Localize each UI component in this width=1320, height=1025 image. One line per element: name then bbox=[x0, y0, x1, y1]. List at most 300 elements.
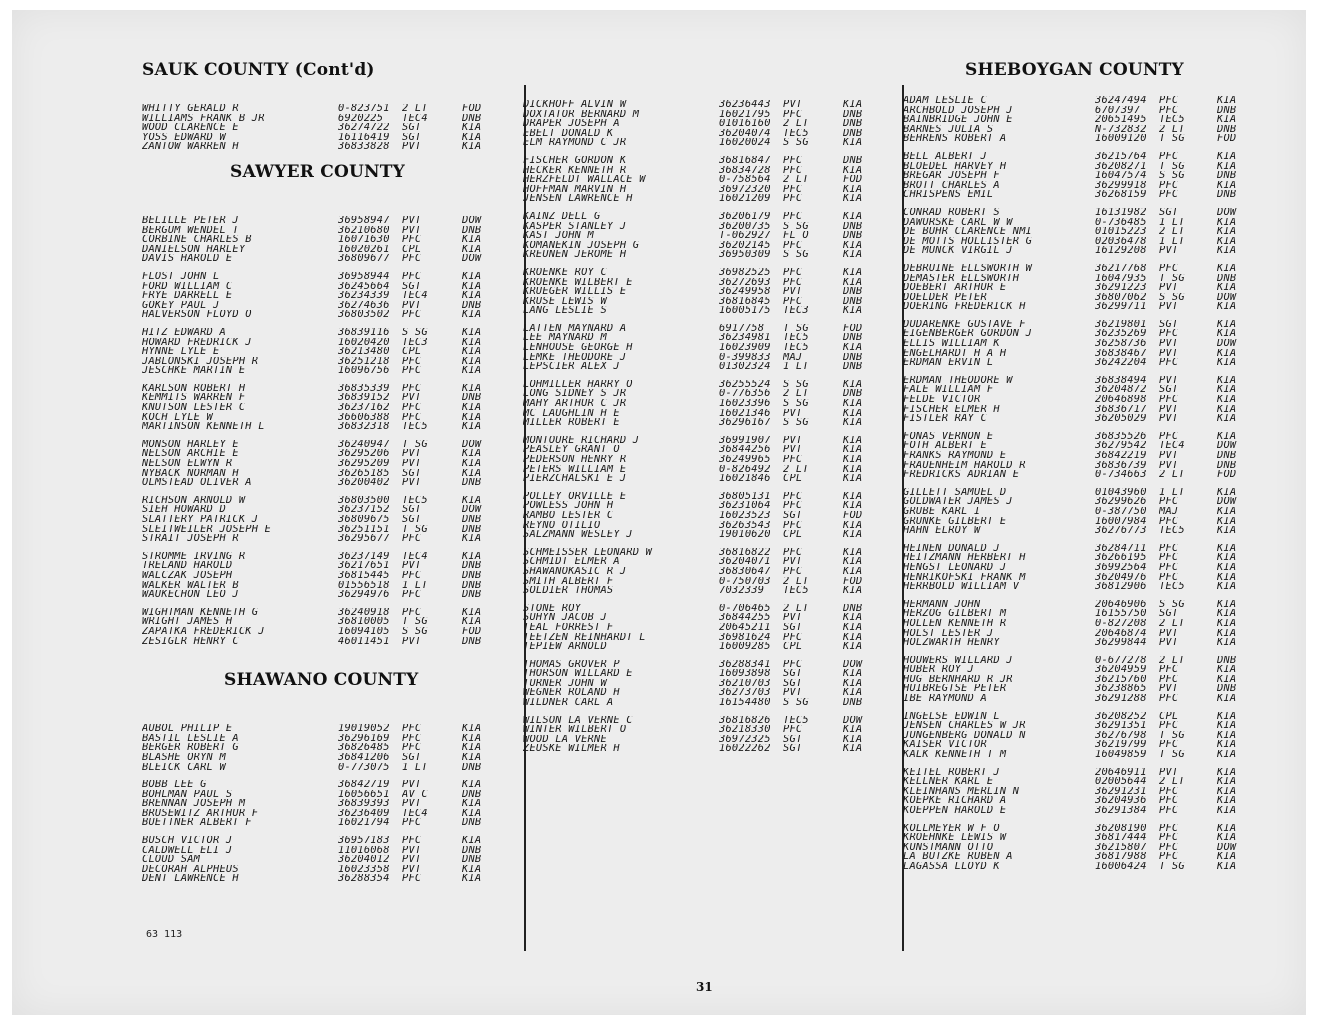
status: KIA bbox=[1217, 711, 1237, 722]
casualty-name: LEPSCIER ALEX J bbox=[523, 362, 620, 372]
service-number: 02005644 bbox=[1095, 777, 1147, 787]
county-section bbox=[142, 162, 497, 646]
casualty-row bbox=[903, 638, 1253, 648]
service-number: 16009285 bbox=[719, 642, 771, 652]
casualty-name: KELLNER KARL E bbox=[903, 777, 994, 787]
casualty-row bbox=[903, 544, 1253, 554]
casualty-row bbox=[903, 432, 1253, 442]
casualty-row bbox=[903, 497, 1253, 507]
service-number: 36839116 bbox=[338, 327, 390, 338]
service-number: 01015223 bbox=[1095, 227, 1147, 237]
casualty-group bbox=[142, 608, 497, 646]
casualty-row bbox=[523, 492, 878, 502]
service-number: 16005175 bbox=[719, 306, 771, 316]
service-number: 36972320 bbox=[719, 184, 771, 195]
casualty-name: MONTOURE RICHARD J bbox=[523, 435, 640, 446]
casualty-name: FORD WILLIAM C bbox=[142, 281, 233, 292]
casualty-row bbox=[523, 306, 878, 316]
rank: PVT bbox=[1159, 638, 1179, 648]
rank: 1 LT bbox=[1159, 236, 1185, 247]
casualty-name: FISCHER GORDON K bbox=[523, 155, 627, 166]
casualty-row bbox=[142, 291, 497, 301]
rank: PVT bbox=[402, 845, 422, 856]
rank: PVT bbox=[1159, 460, 1179, 471]
rank: T SG bbox=[1159, 161, 1185, 172]
casualty-name: GOLDWATER JAMES J bbox=[903, 497, 1013, 507]
casualty-name: HERRBOLD WILLIAM V bbox=[903, 582, 1020, 592]
service-number: 36830647 bbox=[719, 566, 771, 577]
rank: PFC bbox=[402, 570, 422, 581]
service-number: 36295206 bbox=[338, 449, 390, 460]
service-number: 36295209 bbox=[338, 459, 390, 469]
casualty-row bbox=[903, 488, 1253, 498]
rank: PFC bbox=[783, 109, 803, 120]
status: KIA bbox=[1217, 694, 1237, 704]
service-number: 36213480 bbox=[338, 347, 390, 357]
casualty-row bbox=[523, 129, 878, 139]
rank: PVT bbox=[783, 408, 803, 419]
rank: SGT bbox=[402, 468, 422, 479]
service-number: 0-827208 bbox=[1095, 618, 1147, 629]
status: KIA bbox=[462, 347, 482, 357]
service-number: 36208271 bbox=[1095, 161, 1147, 172]
status: KIA bbox=[1217, 302, 1237, 312]
casualty-row bbox=[142, 496, 497, 506]
rank: PFC bbox=[402, 383, 422, 394]
casualty-group bbox=[523, 604, 878, 652]
casualty-row bbox=[523, 501, 878, 511]
service-number: 36202145 bbox=[719, 240, 771, 251]
service-number: 0-706465 bbox=[719, 603, 771, 614]
casualty-name: ENGELHARDT H A H bbox=[903, 348, 1007, 359]
casualty-name: DUDARENKE GUSTAVE F bbox=[903, 319, 1026, 330]
casualty-row bbox=[142, 846, 497, 856]
casualty-name: AUBOL PHILIP E bbox=[142, 724, 233, 734]
casualty-group bbox=[903, 96, 1253, 144]
casualty-name: HENRIKOFSKI FRANK M bbox=[903, 572, 1026, 583]
rank: 2 LT bbox=[783, 175, 809, 185]
status: KIA bbox=[1217, 786, 1237, 797]
service-number: 36958944 bbox=[338, 271, 390, 282]
casualty-group bbox=[142, 104, 497, 152]
casualty-row bbox=[903, 246, 1253, 256]
casualty-name: CHRISPENS EMIL bbox=[903, 190, 994, 200]
status: FOD bbox=[843, 510, 863, 521]
status: KIA bbox=[843, 379, 863, 390]
status: KIA bbox=[1217, 665, 1237, 675]
service-number: 36288341 bbox=[719, 659, 771, 670]
service-number: 36805131 bbox=[719, 491, 771, 502]
casualty-row bbox=[142, 384, 497, 394]
casualty-row bbox=[142, 413, 497, 423]
service-number: 36234981 bbox=[719, 333, 771, 344]
casualty-name: ELLIS WILLIAM K bbox=[903, 339, 1000, 349]
casualty-name: NELSON ELWYN R bbox=[142, 459, 233, 469]
service-number: 16021346 bbox=[719, 408, 771, 419]
casualty-name: MILLER ROBERT E bbox=[523, 418, 620, 428]
casualty-row bbox=[142, 525, 497, 535]
rank: SGT bbox=[1159, 207, 1179, 218]
service-number: 36296169 bbox=[338, 733, 390, 744]
rank: PFC bbox=[402, 743, 422, 753]
service-number: 36294976 bbox=[338, 590, 390, 600]
status: KIA bbox=[462, 551, 482, 562]
status: KIA bbox=[843, 306, 863, 316]
service-number: 36236409 bbox=[338, 808, 390, 819]
casualty-name: SLEITWEILER JOSEPH E bbox=[142, 524, 272, 535]
rank: PFC bbox=[1159, 431, 1179, 442]
casualty-name: RAMBO LESTER C bbox=[523, 510, 614, 521]
status: DNB bbox=[843, 296, 863, 307]
service-number: T-062927 bbox=[719, 231, 771, 241]
rank: T SG bbox=[402, 617, 428, 627]
rank: T SG bbox=[1159, 730, 1185, 741]
casualty-row bbox=[142, 753, 497, 763]
casualty-name: WILDNER CARL A bbox=[523, 698, 614, 708]
status: KIA bbox=[1217, 721, 1237, 731]
status: KIA bbox=[462, 271, 482, 282]
status: DOW bbox=[1217, 207, 1237, 218]
rank: PFC bbox=[783, 632, 803, 643]
casualty-row bbox=[523, 362, 878, 372]
service-number: 16023358 bbox=[338, 864, 390, 875]
rank: TEC4 bbox=[402, 551, 428, 562]
casualty-name: KAINZ DELL G bbox=[523, 211, 601, 222]
casualty-name: THOMAS GROVER P bbox=[523, 659, 620, 670]
casualty-row bbox=[523, 725, 878, 735]
status: KIA bbox=[1217, 543, 1237, 554]
casualty-row bbox=[903, 806, 1253, 816]
status: KIA bbox=[1217, 348, 1237, 359]
rank: TEC5 bbox=[783, 343, 809, 353]
casualty-name: KOMANEKIN JOSEPH G bbox=[523, 240, 640, 251]
rank: PFC bbox=[783, 277, 803, 288]
service-number: 16056651 bbox=[338, 789, 390, 800]
service-number: 0-823751 bbox=[338, 104, 390, 114]
casualty-name: DICKHOFF ALVIN W bbox=[523, 100, 627, 110]
casualty-name: HOLST LESTER J bbox=[903, 628, 994, 639]
status: KIA bbox=[462, 836, 482, 846]
casualty-name: FOTH ALBERT E bbox=[903, 441, 987, 451]
service-number: 36816847 bbox=[719, 155, 771, 166]
rank: PVT bbox=[402, 225, 422, 236]
rank: T SG bbox=[1159, 134, 1185, 144]
casualty-row bbox=[142, 449, 497, 459]
casualty-name: SHAWANOKASIC R J bbox=[523, 566, 627, 577]
casualty-row bbox=[903, 237, 1253, 247]
casualty-name: JENSEN CHARLES W JR bbox=[903, 721, 1026, 731]
casualty-name: LENHOUSE GEORGE H bbox=[523, 343, 633, 353]
casualty-row bbox=[523, 100, 878, 110]
service-number: 36835339 bbox=[338, 383, 390, 394]
casualty-group bbox=[903, 376, 1253, 424]
service-number: 0-776356 bbox=[719, 389, 771, 400]
rank: PFC bbox=[783, 165, 803, 176]
casualty-row bbox=[142, 478, 497, 488]
status: KIA bbox=[462, 337, 482, 348]
rank: T SG bbox=[783, 323, 809, 334]
casualty-name: FELDE VICTOR bbox=[903, 395, 981, 405]
status: KIA bbox=[843, 613, 863, 623]
casualty-row bbox=[903, 461, 1253, 471]
casualty-row bbox=[903, 125, 1253, 135]
rank: PFC bbox=[402, 412, 422, 423]
casualty-name: SOLDIER THOMAS bbox=[523, 586, 614, 596]
rank: SGT bbox=[402, 505, 422, 515]
rank: PFC bbox=[402, 310, 422, 320]
casualty-name: FRANKS RAYMOND E bbox=[903, 451, 1007, 461]
service-number: 16021794 bbox=[338, 818, 390, 829]
rank: S SG bbox=[783, 418, 809, 428]
rank: PFC bbox=[783, 296, 803, 307]
rank: PVT bbox=[402, 864, 422, 875]
casualty-row bbox=[523, 735, 878, 745]
casualty-row bbox=[903, 852, 1253, 862]
rank: PVT bbox=[783, 613, 803, 623]
service-number: 36803500 bbox=[338, 495, 390, 506]
status: DOW bbox=[843, 715, 863, 726]
status: KIA bbox=[843, 435, 863, 446]
casualty-group bbox=[142, 384, 497, 432]
casualty-row bbox=[142, 780, 497, 790]
casualty-row bbox=[903, 629, 1253, 639]
casualty-name: FISTLER RAY C bbox=[903, 414, 987, 424]
casualty-name: DECORAH ALPHEUS bbox=[142, 864, 239, 875]
casualty-group bbox=[142, 836, 497, 884]
rank: PFC bbox=[1159, 721, 1179, 731]
casualty-name: GOKEY PAUL J bbox=[142, 300, 220, 311]
service-number: 16049859 bbox=[1095, 750, 1147, 760]
status: KIA bbox=[1217, 236, 1237, 247]
rank: SGT bbox=[402, 132, 422, 143]
casualty-name: FALE WILLIAM F bbox=[903, 385, 994, 396]
rank: CPL bbox=[783, 530, 803, 540]
service-number: 36210703 bbox=[719, 678, 771, 689]
service-number: 20646898 bbox=[1095, 395, 1147, 405]
rank: PFC bbox=[402, 733, 422, 744]
status: KIA bbox=[1217, 404, 1237, 415]
service-number: 36842219 bbox=[1095, 451, 1147, 461]
casualty-name: RICHSON ARNOLD W bbox=[142, 495, 246, 506]
service-number: 36236443 bbox=[719, 100, 771, 110]
service-number: 36274722 bbox=[338, 123, 390, 133]
status: KIA bbox=[843, 557, 863, 567]
service-number: 16047574 bbox=[1095, 171, 1147, 181]
casualty-row bbox=[523, 445, 878, 455]
service-number: 36204936 bbox=[1095, 796, 1147, 806]
casualty-name: KLEINHANS MERLIN N bbox=[903, 786, 1020, 797]
casualty-name: MONSON HARLEY E bbox=[142, 439, 239, 450]
status: FOD bbox=[843, 175, 863, 185]
status: DNB bbox=[1217, 273, 1237, 284]
casualty-group bbox=[523, 660, 878, 708]
casualty-row bbox=[523, 409, 878, 419]
status: KIA bbox=[1217, 487, 1237, 498]
service-number: 36237162 bbox=[338, 403, 390, 413]
casualty-name: TURNER JOHN W bbox=[523, 678, 607, 689]
rank: PVT bbox=[402, 142, 422, 152]
rank: PFC bbox=[1159, 823, 1179, 834]
casualty-name: BRENNAN JOSEPH M bbox=[142, 799, 246, 809]
status: DNB bbox=[843, 352, 863, 363]
casualty-row bbox=[903, 106, 1253, 116]
casualty-row bbox=[903, 218, 1253, 228]
rank: TEC5 bbox=[783, 715, 809, 726]
rank: T SG bbox=[1159, 273, 1185, 284]
casualty-row bbox=[903, 694, 1253, 704]
service-number: 16023909 bbox=[719, 343, 771, 353]
status: KIA bbox=[462, 617, 482, 627]
casualty-name: ARCHBOLD JOSEPH J bbox=[903, 105, 1013, 116]
casualty-name: WIGHTMAN KENNETH G bbox=[142, 607, 259, 618]
status: KIA bbox=[462, 327, 482, 338]
casualty-name: TEPIEW ARNOLD bbox=[523, 642, 607, 652]
casualty-row bbox=[142, 393, 497, 403]
casualty-group bbox=[903, 208, 1253, 256]
service-number: 36842719 bbox=[338, 780, 390, 790]
casualty-row bbox=[142, 245, 497, 255]
casualty-name: WOOD LA VERNE bbox=[523, 734, 607, 745]
service-number: 36276773 bbox=[1095, 526, 1147, 536]
service-number: 36268159 bbox=[1095, 190, 1147, 200]
casualty-name: DOELDER PETER bbox=[903, 292, 987, 303]
casualty-row bbox=[903, 665, 1253, 675]
status: KIA bbox=[462, 864, 482, 875]
casualty-row bbox=[523, 688, 878, 698]
status: KIA bbox=[462, 495, 482, 506]
casualty-row bbox=[903, 441, 1253, 451]
casualty-name: FISCHER ELMER H bbox=[903, 404, 1000, 415]
status: KIA bbox=[843, 211, 863, 222]
casualty-row bbox=[523, 521, 878, 531]
status: DNB bbox=[843, 698, 863, 708]
service-number: 36291231 bbox=[1095, 786, 1147, 797]
service-number: 36807062 bbox=[1095, 292, 1147, 303]
casualty-group bbox=[142, 496, 497, 544]
status: KIA bbox=[1217, 638, 1237, 648]
casualty-row bbox=[142, 440, 497, 450]
service-number: 36217651 bbox=[338, 561, 390, 571]
status: DNB bbox=[462, 561, 482, 571]
status: DNB bbox=[843, 155, 863, 166]
casualty-row bbox=[523, 548, 878, 558]
service-number: 36833828 bbox=[338, 142, 390, 152]
service-number: 19010620 bbox=[719, 530, 771, 540]
service-number: 16022262 bbox=[719, 744, 771, 755]
casualty-name: BEHRENS ROBERT A bbox=[903, 134, 1007, 144]
status: DNB bbox=[1217, 171, 1237, 181]
casualty-row bbox=[903, 162, 1253, 172]
rank: TEC5 bbox=[783, 586, 809, 596]
rank: PVT bbox=[402, 780, 422, 790]
casualty-name: DANIELSON HARLEY bbox=[142, 244, 246, 255]
casualty-row bbox=[523, 474, 878, 484]
casualty-row bbox=[903, 862, 1253, 872]
casualty-name: LAGASSA LLOYD K bbox=[903, 861, 1000, 872]
casualty-group bbox=[523, 716, 878, 754]
rank: 2 LT bbox=[1159, 618, 1185, 629]
status: KIA bbox=[1217, 777, 1237, 787]
rank: 2 LT bbox=[1159, 124, 1185, 135]
casualty-name: BARNES JULIA S bbox=[903, 124, 994, 135]
casualty-name: HITZ EDWARD A bbox=[142, 327, 226, 338]
status: KIA bbox=[462, 607, 482, 618]
status: KIA bbox=[843, 100, 863, 110]
service-number: 36242204 bbox=[1095, 358, 1147, 368]
service-number: 36291384 bbox=[1095, 806, 1147, 816]
casualty-group bbox=[142, 272, 497, 320]
rank: 1 LT bbox=[1159, 217, 1185, 228]
rank: PFC bbox=[1159, 852, 1179, 862]
status: KIA bbox=[843, 501, 863, 511]
casualty-name: DE MUNCK VIRGIL J bbox=[903, 246, 1013, 256]
casualty-row bbox=[142, 282, 497, 292]
status: KIA bbox=[843, 418, 863, 428]
casualty-name: THORSON WILLARD E bbox=[523, 669, 633, 679]
rank: PVT bbox=[1159, 302, 1179, 312]
casualty-row bbox=[523, 343, 878, 353]
rank: PFC bbox=[402, 403, 422, 413]
casualty-row bbox=[903, 796, 1253, 806]
status: KIA bbox=[843, 725, 863, 735]
casualty-name: WOOD CLARENCE E bbox=[142, 123, 239, 133]
casualty-row bbox=[523, 623, 878, 633]
service-number: 36200402 bbox=[338, 478, 390, 488]
rank: PFC bbox=[1159, 833, 1179, 843]
service-number: 36815445 bbox=[338, 570, 390, 581]
casualty-group bbox=[903, 152, 1253, 200]
casualty-name: DOEBERT ARTHUR E bbox=[903, 283, 1007, 293]
service-number: 36981624 bbox=[719, 632, 771, 643]
status: DOW bbox=[1217, 292, 1237, 303]
casualty-name: FREDRICKS ADRIAN E bbox=[903, 470, 1020, 480]
casualty-name: HYNNE LYLE E bbox=[142, 347, 220, 357]
rank: PFC bbox=[1159, 674, 1179, 685]
rank: S SG bbox=[783, 698, 809, 708]
casualty-name: SCHMEISSER LEONARD W bbox=[523, 547, 653, 558]
service-number: 16009120 bbox=[1095, 134, 1147, 144]
service-number: 36204976 bbox=[1095, 572, 1147, 583]
casualty-name: KRUSE LEWIS W bbox=[523, 296, 607, 307]
rank: PFC bbox=[1159, 796, 1179, 806]
service-number: 36812906 bbox=[1095, 582, 1147, 592]
service-number: 36835526 bbox=[1095, 431, 1147, 442]
rank: PVT bbox=[402, 855, 422, 865]
service-number: 0-773075 bbox=[338, 762, 390, 773]
casualty-name: ERDMAN THEODORE W bbox=[903, 375, 1013, 386]
service-number: 36215807 bbox=[1095, 842, 1147, 853]
casualty-row bbox=[903, 181, 1253, 191]
status: KIA bbox=[1217, 674, 1237, 685]
status: KIA bbox=[1217, 861, 1237, 872]
service-number: 36295677 bbox=[338, 534, 390, 544]
casualty-name: ZANTOW WARREN H bbox=[142, 142, 239, 152]
rank: PFC bbox=[1159, 842, 1179, 853]
casualty-row bbox=[523, 212, 878, 222]
casualty-row bbox=[142, 310, 497, 320]
casualty-row bbox=[523, 744, 878, 754]
rank: 1 LT bbox=[783, 362, 809, 372]
status: KIA bbox=[1217, 750, 1237, 760]
service-number: 19019052 bbox=[338, 724, 390, 734]
casualty-row bbox=[903, 507, 1253, 517]
rank: 2 LT bbox=[783, 464, 809, 475]
casualty-row bbox=[903, 395, 1253, 405]
service-number: 20646874 bbox=[1095, 628, 1147, 639]
casualty-group bbox=[523, 436, 878, 484]
status: KIA bbox=[462, 808, 482, 819]
status: KIA bbox=[462, 235, 482, 245]
